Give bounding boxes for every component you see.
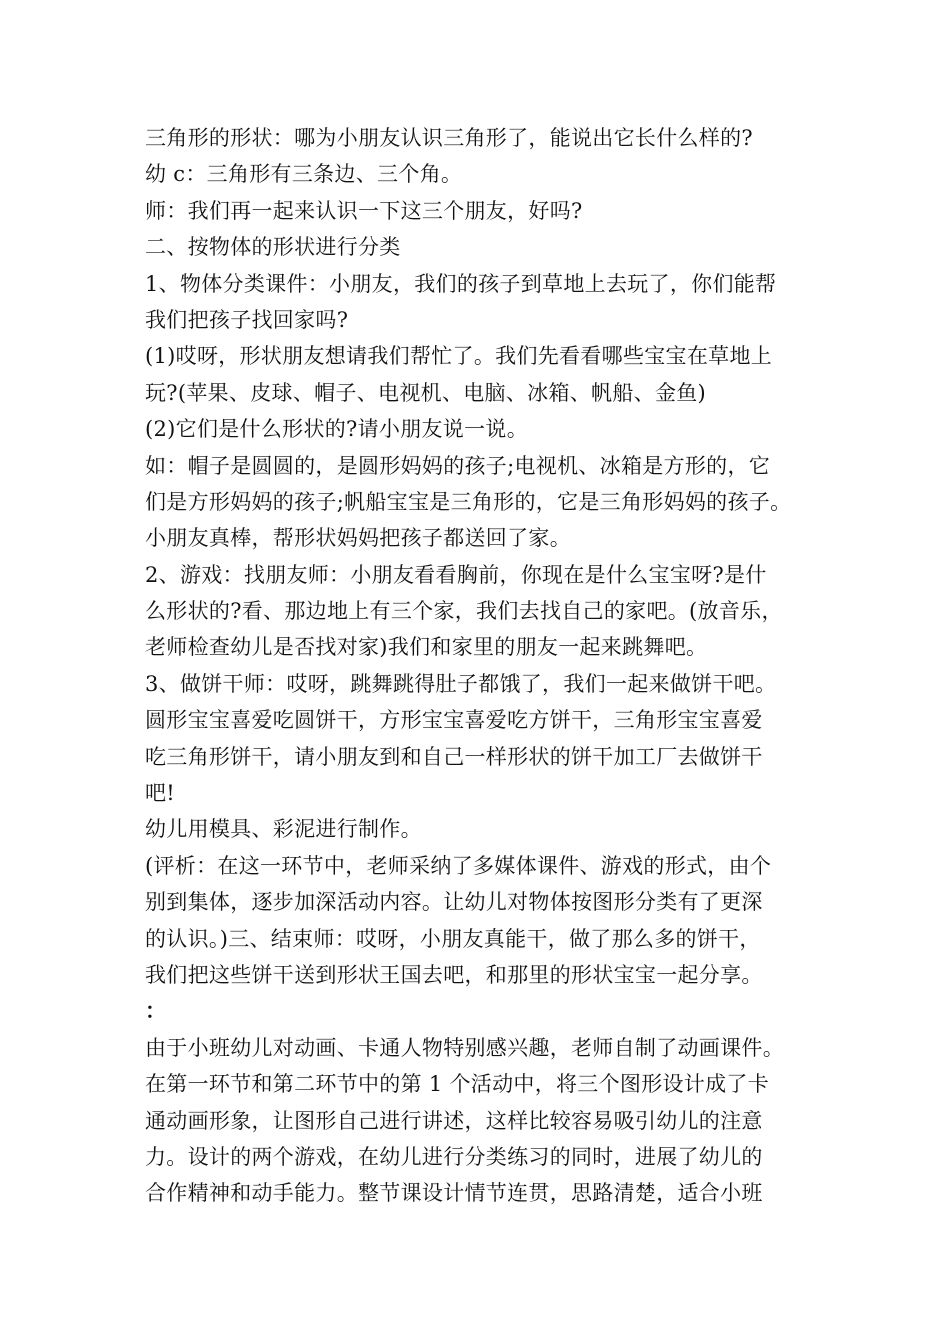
text-line: 3、做饼干师：哎呀，跳舞跳得肚子都饿了，我们一起来做饼干吧。 <box>145 671 777 696</box>
text-line: 圆形宝宝喜爱吃圆饼干，方形宝宝喜爱吃方饼干，三角形宝宝喜爱 <box>145 708 763 733</box>
text-line: (2)它们是什么形状的?请小朋友说一说。 <box>145 417 529 442</box>
text-line: 合作精神和动手能力。整节课设计情节连贯，思路清楚，适合小班 <box>145 1181 763 1206</box>
text-line: 在第一环节和第二环节中的第 1 个活动中，将三个图形设计成了卡 <box>145 1072 770 1097</box>
text-line: 吧! <box>145 781 176 806</box>
text-line: 幼 c：三角形有三条边、三个角。 <box>145 162 463 187</box>
text-line: 如：帽子是圆圆的，是圆形妈妈的孩子;电视机、冰箱是方形的，它 <box>145 453 771 478</box>
text-line: 的认识。)三、结束师：哎呀，小朋友真能干，做了那么多的饼干， <box>145 926 761 951</box>
text-line: 1、物体分类课件：小朋友，我们的孩子到草地上去玩了，你们能帮 <box>145 271 777 296</box>
text-line: (评析：在这一环节中，老师采纳了多媒体课件、游戏的形式，由个 <box>145 853 772 878</box>
text-line: 师：我们再一起来认识一下这三个朋友，好吗? <box>145 198 583 223</box>
section-heading: 二、按物体的形状进行分类 <box>145 235 401 260</box>
document-body <box>145 120 835 1212</box>
text-line: (1)哎呀，形状朋友想请我们帮忙了。我们先看看哪些宝宝在草地上 <box>145 344 773 369</box>
text-line: 老师检查幼儿是否找对家)我们和家里的朋友一起来跳舞吧。 <box>145 635 708 660</box>
text-line: 别到集体，逐步加深活动内容。让幼儿对物体按图形分类有了更深 <box>145 890 763 915</box>
text-line: 玩?(苹果、皮球、帽子、电视机、电脑、冰箱、帆船、金鱼) <box>145 380 707 405</box>
text-line: 2、游戏：找朋友师：小朋友看看胸前，你现在是什么宝宝呀?是什 <box>145 562 767 587</box>
text-line: 小朋友真棒，帮形状妈妈把孩子都送回了家。 <box>145 526 571 551</box>
text-line: 吃三角形饼干，请小朋友到和自己一样形状的饼干加工厂去做饼干 <box>145 744 763 769</box>
text-line: 三角形的形状：哪为小朋友认识三角形了，能说出它长什么样的? <box>145 126 753 150</box>
text-line: 幼儿用模具、彩泥进行制作。 <box>145 817 422 842</box>
section-marker: ： <box>145 998 167 1024</box>
text-line: 我们把孩子找回家吗? <box>145 307 349 332</box>
text-line: 通动画形象，让图形自己进行讲述，这样比较容易吸引幼儿的注意 <box>145 1108 763 1133</box>
text-line: 们是方形妈妈的孩子;帆船宝宝是三角形的，它是三角形妈妈的孩子。 <box>145 489 792 514</box>
text-line: 由于小班幼儿对动画、卡通人物特别感兴趣，老师自制了动画课件。 <box>145 1035 784 1060</box>
text-line: 我们把这些饼干送到形状王国去吧，和那里的形状宝宝一起分享。 <box>145 962 763 987</box>
text-line: 力。设计的两个游戏，在幼儿进行分类练习的同时，进展了幼儿的 <box>145 1144 763 1169</box>
text-line: 么形状的?看、那边地上有三个家，我们去找自己的家吧。(放音乐， <box>145 599 783 624</box>
